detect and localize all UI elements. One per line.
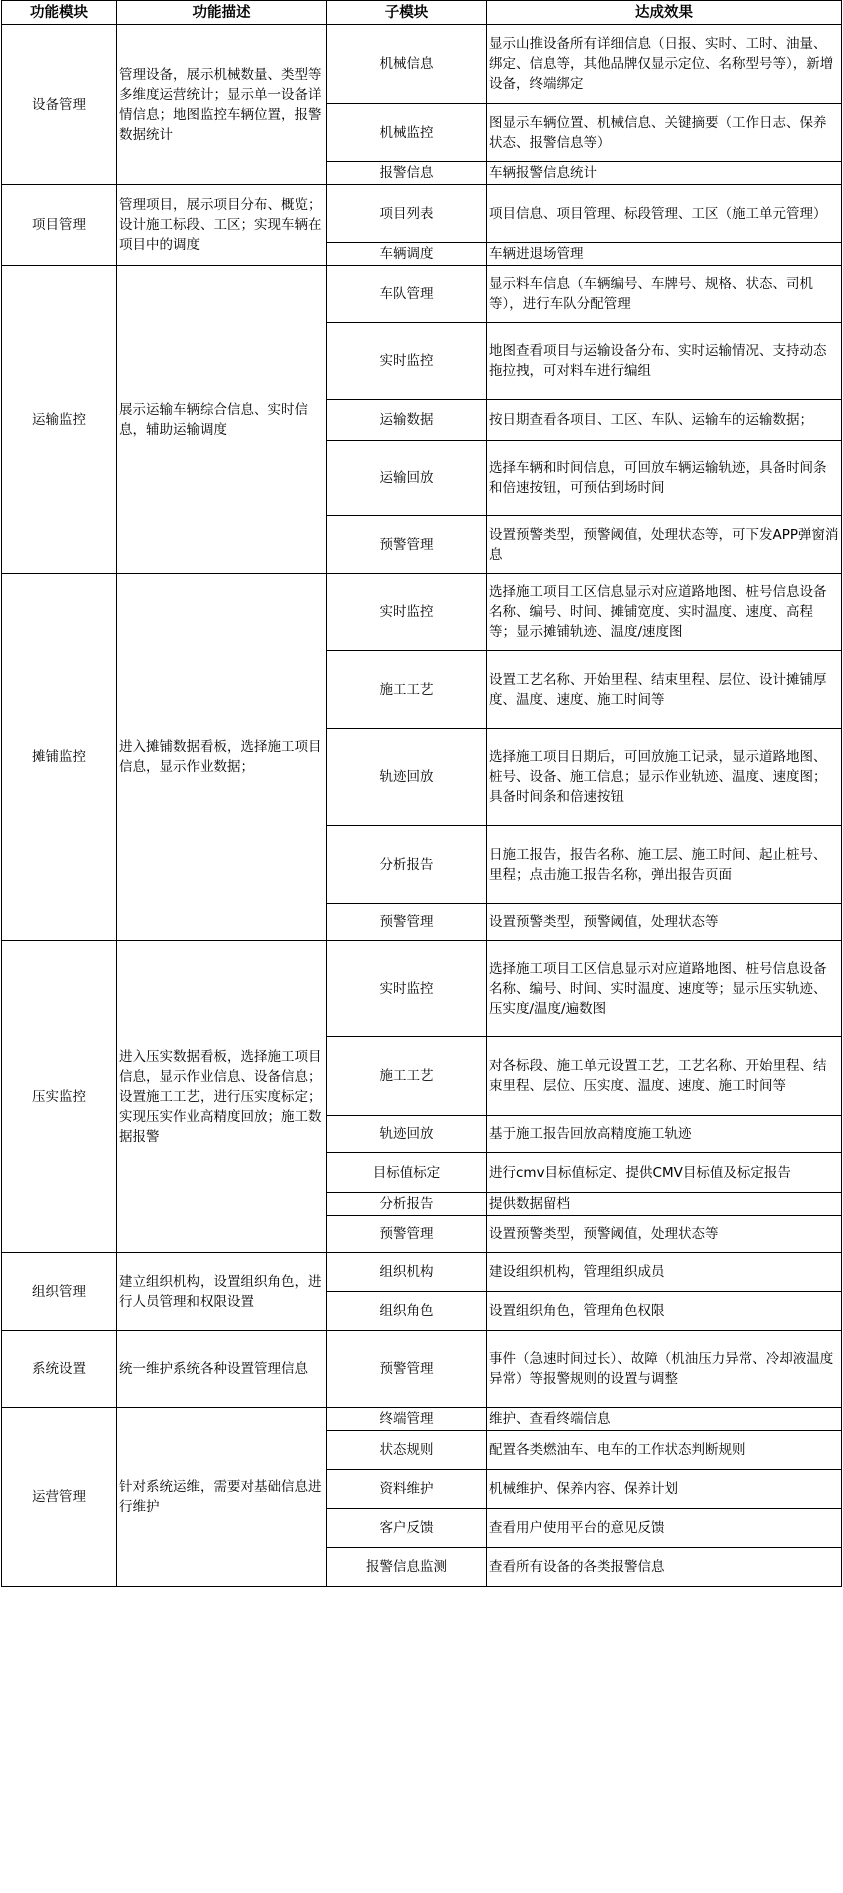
effect-cell: 选择施工项目工区信息显示对应道路地图、桩号信息设备名称、编号、时间、实时温度、速度等；显示压实轨迹、压实度/温度/遍数图: [487, 941, 842, 1037]
module-name-cell: 运输监控: [2, 266, 117, 574]
module-description-cell: 进入摊铺数据看板，选择施工项目信息，显示作业数据；: [117, 574, 327, 941]
table-row: [2, 1331, 842, 1408]
submodule-cell: 客户反馈: [327, 1509, 487, 1548]
effect-cell: 设置预警类型，预警阈值，处理状态等: [487, 1216, 842, 1253]
submodule-cell: 实时监控: [327, 323, 487, 400]
submodule-cell: 分析报告: [327, 826, 487, 904]
module-description-cell: 展示运输车辆综合信息、实时信息，辅助运输调度: [117, 266, 327, 574]
module-description-cell: 建立组织机构，设置组织角色，进行人员管理和权限设置: [117, 1253, 327, 1331]
header-submodule: 子模块: [327, 1, 487, 25]
submodule-cell: 预警管理: [327, 1331, 487, 1408]
submodule-cell: 报警信息: [327, 162, 487, 185]
effect-cell: 建设组织机构，管理组织成员: [487, 1253, 842, 1292]
effect-cell: 机械维护、保养内容、保养计划: [487, 1470, 842, 1509]
submodule-cell: 实时监控: [327, 574, 487, 651]
table-row: [2, 941, 842, 1037]
submodule-cell: 预警管理: [327, 1216, 487, 1253]
effect-cell: 维护、查看终端信息: [487, 1408, 842, 1431]
submodule-cell: 组织机构: [327, 1253, 487, 1292]
header-effect: 达成效果: [487, 1, 842, 25]
submodule-cell: 分析报告: [327, 1193, 487, 1216]
effect-cell: 日施工报告，报告名称、施工层、施工时间、起止桩号、里程；点击施工报告名称，弹出报告页面: [487, 826, 842, 904]
table-row: [2, 1408, 842, 1431]
submodule-cell: 报警信息监测: [327, 1548, 487, 1587]
submodule-cell: 施工工艺: [327, 651, 487, 729]
submodule-cell: 车辆调度: [327, 243, 487, 266]
module-name-cell: 项目管理: [2, 185, 117, 266]
module-name-cell: 系统设置: [2, 1331, 117, 1408]
effect-cell: 设置工艺名称、开始里程、结束里程、层位、设计摊铺厚度、温度、速度、施工时间等: [487, 651, 842, 729]
submodule-cell: 目标值标定: [327, 1153, 487, 1193]
submodule-cell: 预警管理: [327, 516, 487, 574]
submodule-cell: 实时监控: [327, 941, 487, 1037]
submodule-cell: 项目列表: [327, 185, 487, 243]
effect-cell: 选择施工项目日期后，可回放施工记录，显示道路地图、桩号、设备、施工信息；显示作业轨迹、温度、速度图；具备时间条和倍速按钮: [487, 729, 842, 826]
submodule-cell: 资料维护: [327, 1470, 487, 1509]
effect-cell: 图显示车辆位置、机械信息、关键摘要（工作日志、保养状态、报警信息等）: [487, 104, 842, 162]
module-name-cell: 组织管理: [2, 1253, 117, 1331]
effect-cell: 提供数据留档: [487, 1193, 842, 1216]
table-header-row: [2, 1, 842, 25]
table-row: [2, 25, 842, 104]
effect-cell: 查看用户使用平台的意见反馈: [487, 1509, 842, 1548]
effect-cell: 设置预警类型，预警阈值，处理状态等: [487, 904, 842, 941]
effect-cell: 基于施工报告回放高精度施工轨迹: [487, 1116, 842, 1153]
module-name-cell: 压实监控: [2, 941, 117, 1253]
module-description-cell: 管理设备，展示机械数量、类型等多维度运营统计；显示单一设备详情信息；地图监控车辆位置，报警数据统计: [117, 25, 327, 185]
module-name-cell: 运营管理: [2, 1408, 117, 1587]
submodule-cell: 轨迹回放: [327, 729, 487, 826]
effect-cell: 显示山推设备所有详细信息（日报、实时、工时、油量、绑定、信息等，其他品牌仅显示定位、名称型号等），新增设备，终端绑定: [487, 25, 842, 104]
submodule-cell: 机械信息: [327, 25, 487, 104]
submodule-cell: 轨迹回放: [327, 1116, 487, 1153]
effect-cell: 显示料车信息（车辆编号、车牌号、规格、状态、司机等），进行车队分配管理: [487, 266, 842, 323]
module-name-cell: 摊铺监控: [2, 574, 117, 941]
effect-cell: 选择车辆和时间信息，可回放车辆运输轨迹，具备时间条和倍速按钮，可预估到场时间: [487, 441, 842, 516]
submodule-cell: 组织角色: [327, 1292, 487, 1331]
table-row: [2, 574, 842, 651]
submodule-cell: 运输回放: [327, 441, 487, 516]
effect-cell: 查看所有设备的各类报警信息: [487, 1548, 842, 1587]
module-description-cell: 针对系统运维，需要对基础信息进行维护: [117, 1408, 327, 1587]
effect-cell: 按日期查看各项目、工区、车队、运输车的运输数据；: [487, 400, 842, 441]
effect-cell: 事件（急速时间过长）、故障（机油压力异常、冷却液温度异常）等报警规则的设置与调整: [487, 1331, 842, 1408]
function-module-table: [1, 0, 842, 1587]
effect-cell: 设置预警类型，预警阈值，处理状态等，可下发APP弹窗消息: [487, 516, 842, 574]
effect-cell: 设置组织角色，管理角色权限: [487, 1292, 842, 1331]
header-description: 功能描述: [117, 1, 327, 25]
effect-cell: 配置各类燃油车、电车的工作状态判断规则: [487, 1431, 842, 1470]
effect-cell: 车辆进退场管理: [487, 243, 842, 266]
effect-cell: 地图查看项目与运输设备分布、实时运输情况、支持动态拖拉拽，可对料车进行编组: [487, 323, 842, 400]
module-description-cell: 统一维护系统各种设置管理信息: [117, 1331, 327, 1408]
module-description-cell: 进入压实数据看板，选择施工项目信息，显示作业信息、设备信息；设置施工工艺，进行压实度标定；实现压实作业高精度回放；施工数据报警: [117, 941, 327, 1253]
table-row: [2, 266, 842, 323]
module-description-cell: 管理项目，展示项目分布、概览；设计施工标段、工区；实现车辆在项目中的调度: [117, 185, 327, 266]
table-row: [2, 185, 842, 243]
submodule-cell: 机械监控: [327, 104, 487, 162]
effect-cell: 项目信息、项目管理、标段管理、工区（施工单元管理）: [487, 185, 842, 243]
effect-cell: 选择施工项目工区信息显示对应道路地图、桩号信息设备名称、编号、时间、摊铺宽度、实时温度、速度、高程等；显示摊铺轨迹、温度/速度图: [487, 574, 842, 651]
submodule-cell: 施工工艺: [327, 1037, 487, 1116]
header-module: 功能模块: [2, 1, 117, 25]
submodule-cell: 终端管理: [327, 1408, 487, 1431]
table-row: [2, 1253, 842, 1292]
submodule-cell: 运输数据: [327, 400, 487, 441]
effect-cell: 车辆报警信息统计: [487, 162, 842, 185]
submodule-cell: 车队管理: [327, 266, 487, 323]
effect-cell: 对各标段、施工单元设置工艺，工艺名称、开始里程、结束里程、层位、压实度、温度、速度、施工时间等: [487, 1037, 842, 1116]
submodule-cell: 状态规则: [327, 1431, 487, 1470]
module-name-cell: 设备管理: [2, 25, 117, 185]
submodule-cell: 预警管理: [327, 904, 487, 941]
effect-cell: 进行cmv目标值标定、提供CMV目标值及标定报告: [487, 1153, 842, 1193]
